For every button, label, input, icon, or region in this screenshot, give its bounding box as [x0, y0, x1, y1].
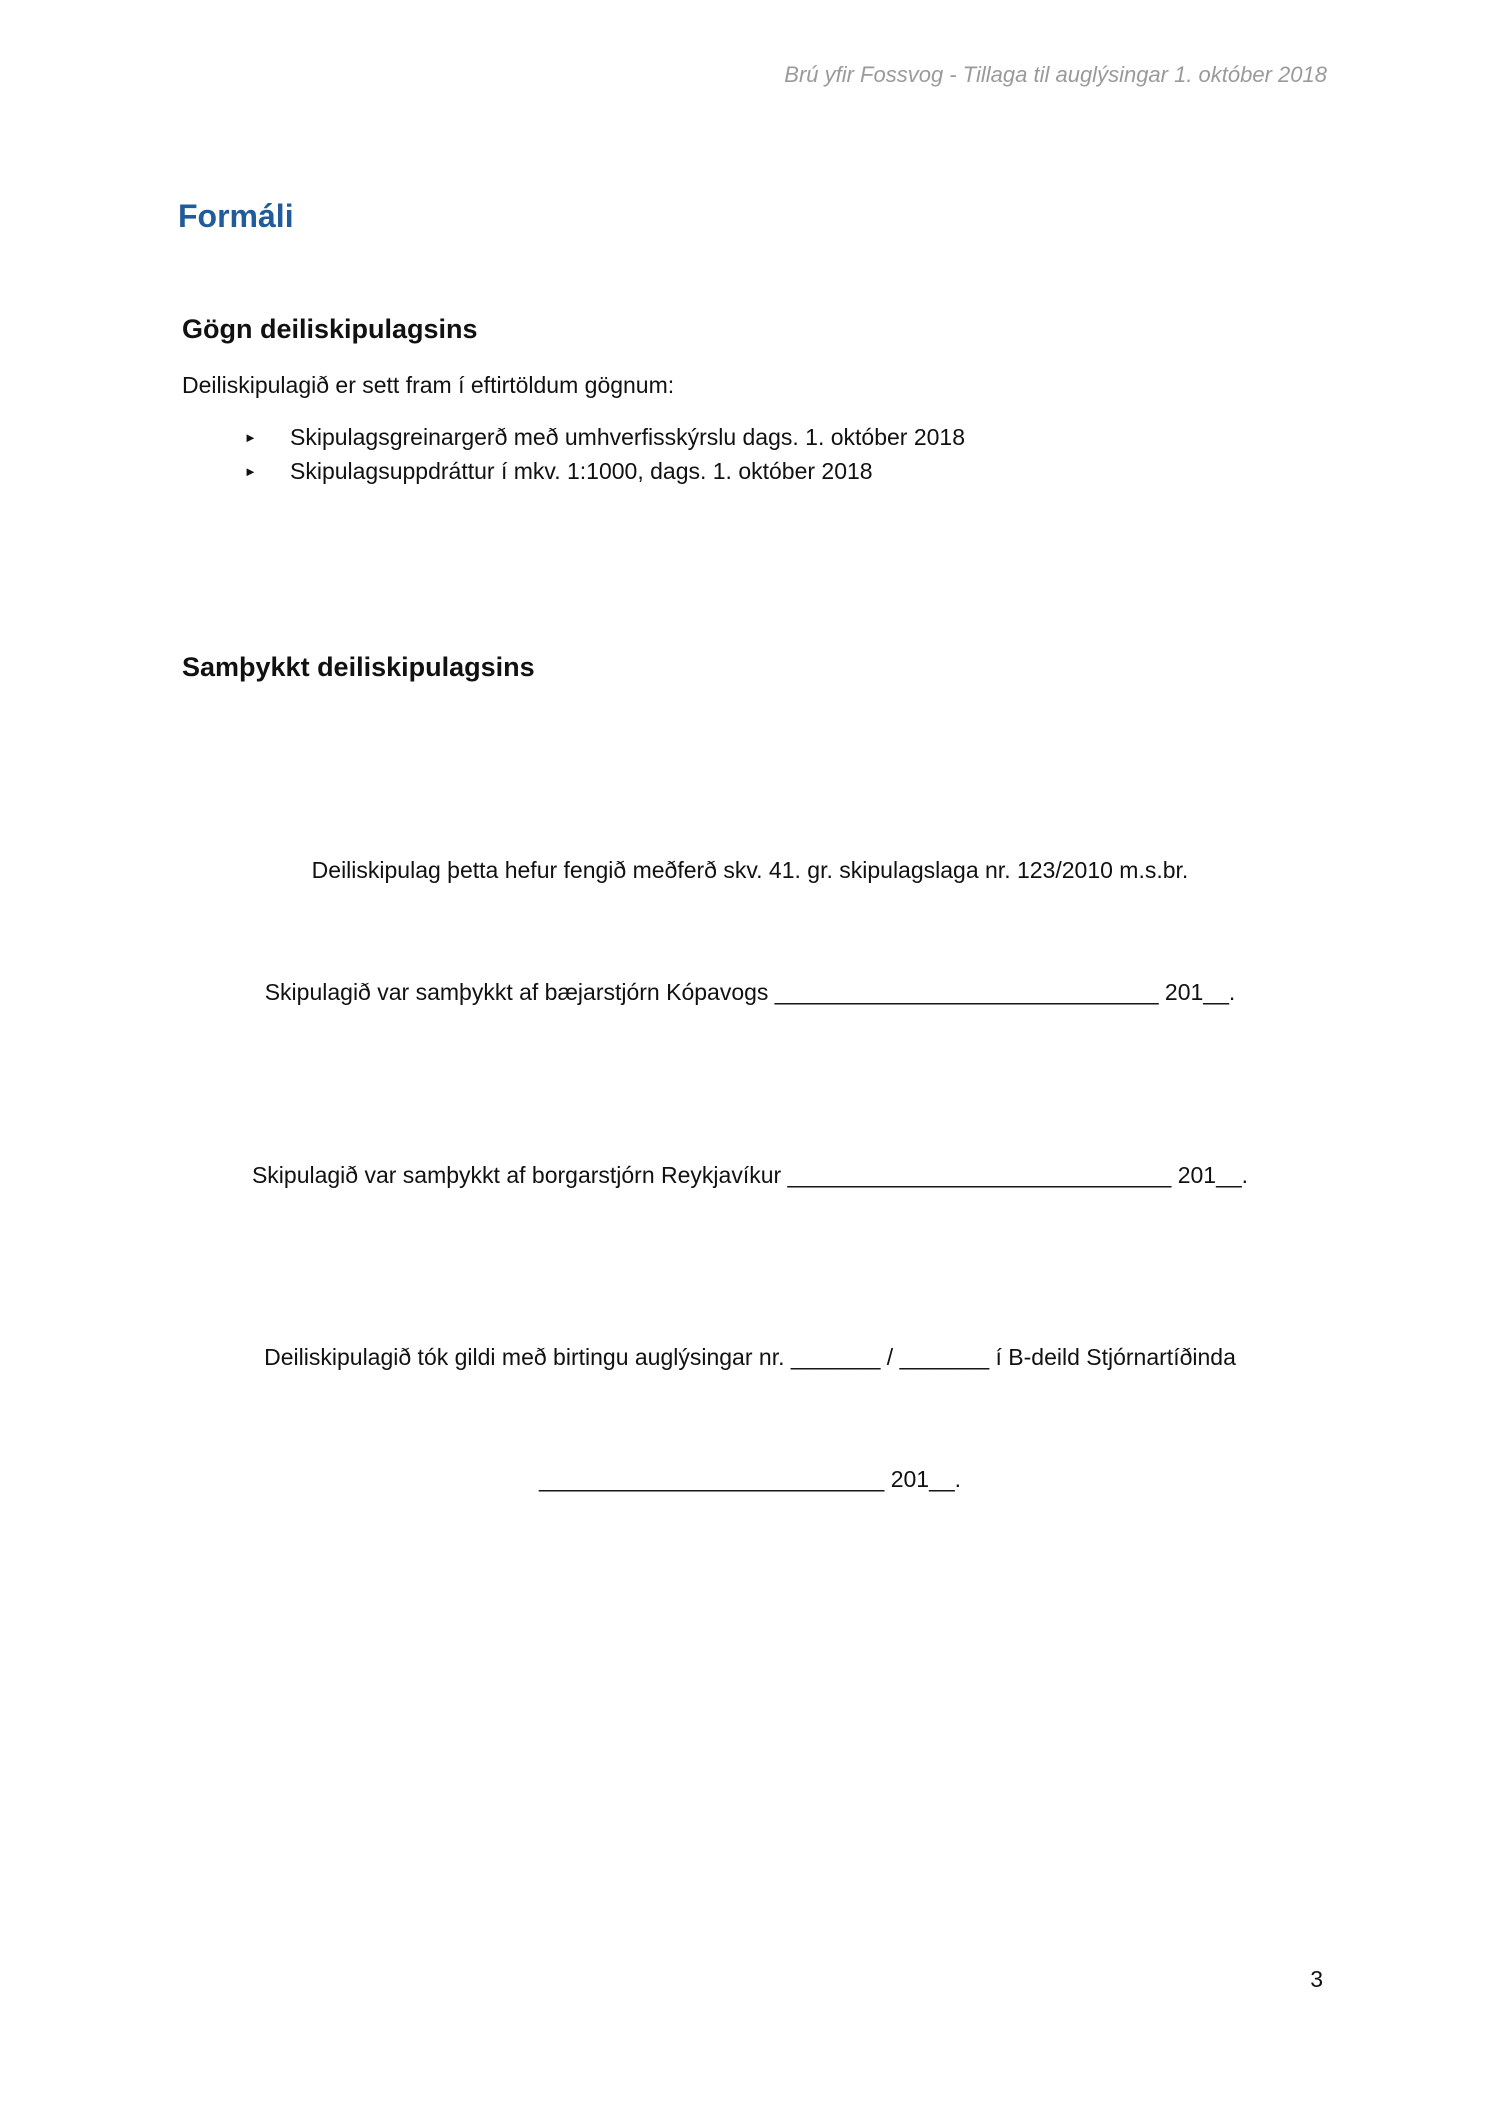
procedure-statement: Deiliskipulag þetta hefur fengið meðferð skv. 41. gr. skipulagslaga nr. 123/2010 m.s.br.: [311, 857, 1189, 883]
publication-line: Deiliskipulagið tók gildi með birtingu auglýsingar nr. _______ / _______ í B-deild Stjórnartíðinda: [264, 1344, 1236, 1370]
list-item: [244, 454, 965, 488]
list-item: [244, 420, 965, 454]
page-number: 3: [1310, 1966, 1323, 1992]
reykjavik-approval-line: Skipulagið var samþykkt af borgarstjórn Reykjavíkur ______________________________ 201__.: [251, 1162, 1249, 1188]
documents-intro: Deiliskipulagið er sett fram í eftirtöldum gögnum:: [182, 372, 675, 398]
list-item-text: Skipulagsgreinargerð með umhverfisskýrslu dags. 1. október 2018: [290, 423, 966, 450]
triangle-right-icon: ►: [244, 429, 257, 445]
running-header: Brú yfir Fossvog - Tillaga til auglýsingar 1. október 2018: [784, 62, 1327, 87]
list-item-text: Skipulagsuppdráttur í mkv. 1:1000, dags. 1. október 2018: [290, 457, 873, 484]
triangle-right-icon: ►: [244, 463, 257, 479]
approval-heading: Samþykkt deiliskipulagsins: [182, 652, 535, 682]
kopavogur-approval-line: Skipulagið var samþykkt af bæjarstjórn Kópavogs ______________________________ 201__.: [264, 979, 1236, 1005]
documents-list: [244, 420, 965, 488]
publication-date-line: ___________________________ 201__.: [538, 1466, 962, 1492]
documents-heading: Gögn deiliskipulagsins: [182, 314, 478, 344]
section-title: Formáli: [178, 198, 294, 234]
